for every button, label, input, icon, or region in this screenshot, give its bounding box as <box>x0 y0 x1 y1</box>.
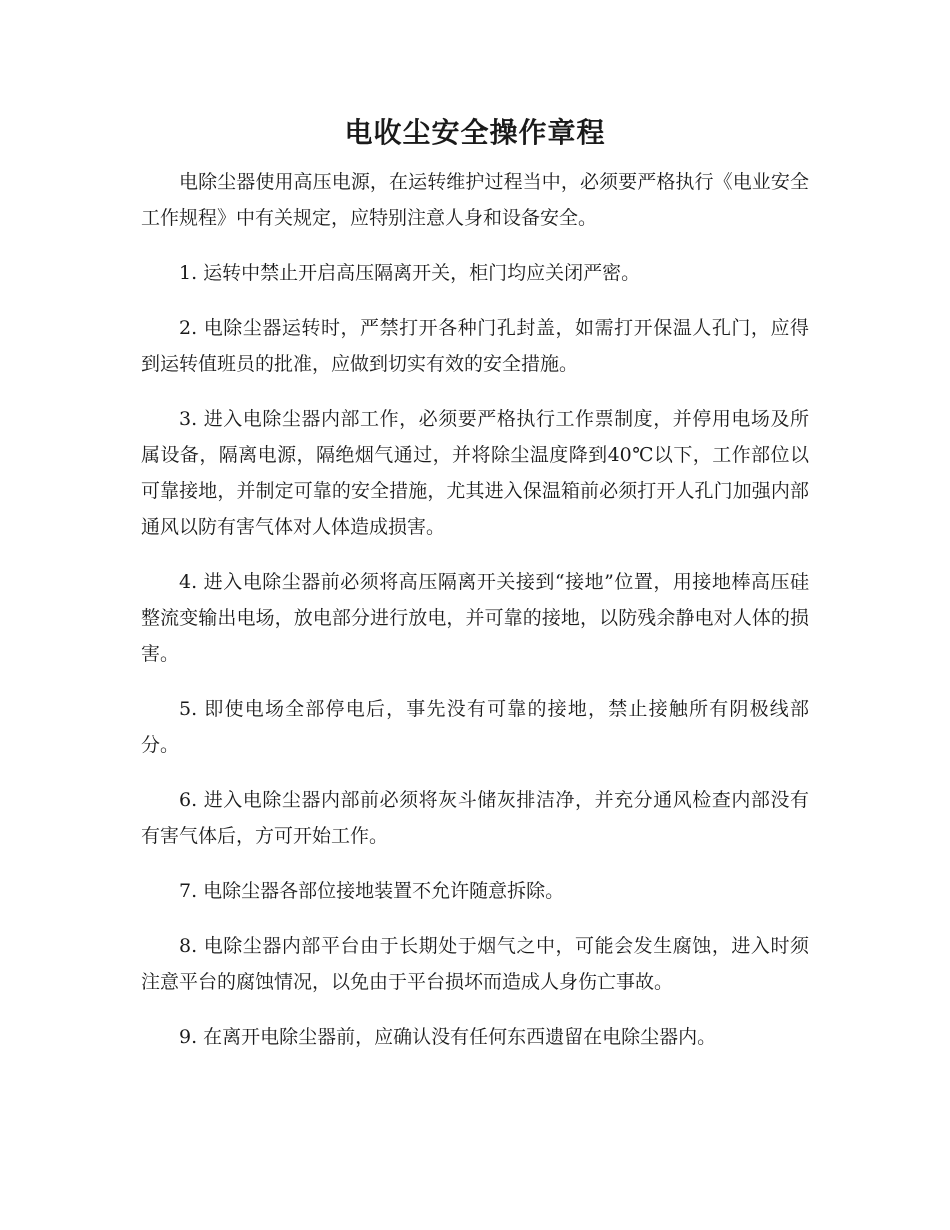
page-title: 电收尘安全操作章程 <box>344 116 606 149</box>
rule-item-1: 1. 运转中禁止开启高压隔离开关，柜门均应关闭严密。 <box>179 262 641 284</box>
rule-item-3: 3. 进入电除尘器内部工作，必须要严格执行工作票制度，并停用电场及所属设备，隔离电源，隔绝烟气通过，并将除尘温度降到40℃以下，工作部位以可靠接地，并制定可靠的安全措施，尤其进入保温箱前必须打开人孔门加强内部通风以防有害气体对人体造成损害。 <box>141 408 809 538</box>
rule-item-9: 9. 在离开电除尘器前，应确认没有任何东西遗留在电除尘器内。 <box>179 1026 717 1048</box>
document-page <box>141 108 809 1055</box>
rule-item-5: 5. 即使电场全部停电后，事先没有可靠的接地，禁止接触所有阴极线部分。 <box>141 698 809 756</box>
rule-item-2: 2. 电除尘器运转时，严禁打开各种门孔封盖，如需打开保温人孔门，应得到运转值班员的批准，应做到切实有效的安全措施。 <box>141 317 809 375</box>
intro-paragraph: 电除尘器使用高压电源，在运转维护过程当中，必须要严格执行《电业安全工作规程》中有关规定，应特别注意人身和设备安全。 <box>141 171 809 229</box>
rule-item-6: 6. 进入电除尘器内部前必须将灰斗储灰排洁净，并充分通风检查内部没有有害气体后，方可开始工作。 <box>141 789 809 847</box>
rule-item-7: 7. 电除尘器各部位接地装置不允许随意拆除。 <box>179 880 565 902</box>
rule-item-4: 4. 进入电除尘器前必须将高压隔离开关接到“接地”位置，用接地棒高压硅整流变输出电场，放电部分进行放电，并可靠的接地，以防残余静电对人体的损害。 <box>141 571 809 665</box>
rule-item-8: 8. 电除尘器内部平台由于长期处于烟气之中，可能会发生腐蚀，进入时须注意平台的腐蚀情况，以免由于平台损坏而造成人身伤亡事故。 <box>141 935 809 993</box>
